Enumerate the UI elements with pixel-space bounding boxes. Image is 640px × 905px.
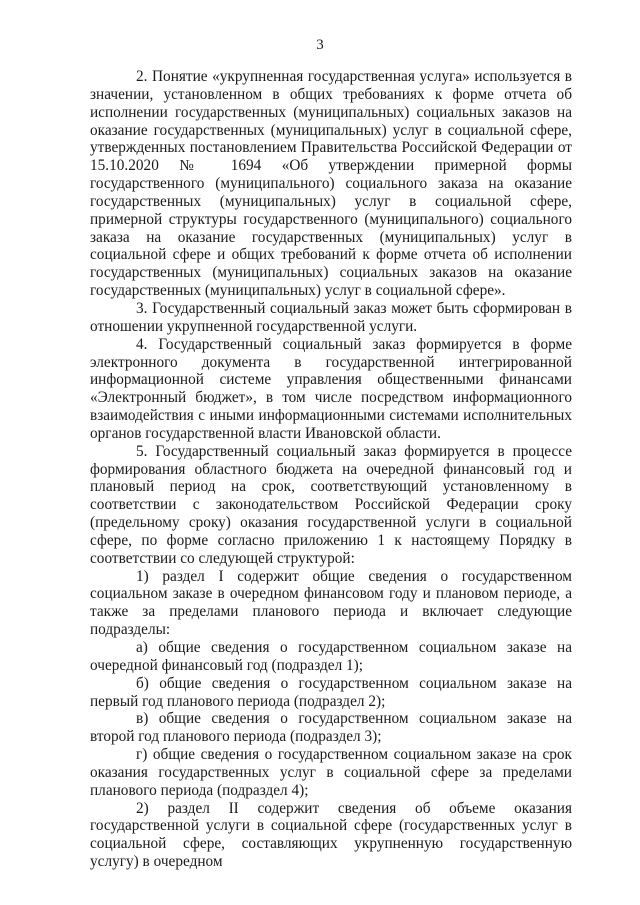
subitem-v: в) общие сведения о государственном социальном заказе на второй год планового периода (подраздел 3); [90,710,572,746]
item-2-section-ii: 2) раздел II содержит сведения об объеме оказания государственной услуги в социальной сфере (государственных услуг в социальной сфере, составляющих укрупненную государственную услугу) в очередном [90,799,572,871]
paragraph-5-formation: 5. Государственный социальный заказ формируется в процессе формирования областного бюджета на очередной финансовый год и плановый период на срок, соответствующий установленному в соответствии с законодательством Российской Федерации сроку (предельному сроку) оказания государственной услуги в социальной сфере, по форме согласно приложению 1 к настоящему Порядку в соответствии со следующей структурой: [90,442,572,567]
page-number: 3 [316,37,324,53]
paragraph-2-definition: 2. Понятие «укрупненная государственная услуга» используется в значении, установленном в общих требованиях к форме отчета об исполнении государственных (муниципальных) социальных заказов на оказание государственных (муниципальных) услуг в социальной сфере, утвержденных постановлением Правительства Российской Федерации от 15.10.2020 № 1694 «Об утверждении примерной формы государственного (муниципального) социального заказа на оказание государственных (муниципальных) услуг в социальной сфере, примерной структуры государственного (муниципального) социального заказа на оказание государственных (муниципальных) услуг в социальной сфере и общих требований к форме отчета об исполнении государственных (муниципальных) социальных заказов на оказание государственных (муниципальных) услуг в социальной сфере». [90,68,572,300]
subitem-b: б) общие сведения о государственном социальном заказе на первый год планового периода (подраздел 2); [90,674,572,710]
document-body [90,68,572,871]
subitem-g: г) общие сведения о государственном социальном заказе на срок оказания государственных услуг в социальной сфере за пределами планового периода (подраздел 4); [90,746,572,799]
item-1-section-i: 1) раздел I содержит общие сведения о государственном социальном заказе в очередном финансовом году и плановом периоде, а также за пределами планового периода и включает следующие подразделы: [90,567,572,639]
paragraph-4-electronic-form: 4. Государственный социальный заказ формируется в форме электронного документа в государственной интегрированной информационной системе управления общественными финансами «Электронный бюджет», в том числе посредством информационного взаимодействия с иными информационными системами исполнительных органов государственной власти Ивановской области. [90,335,572,442]
subitem-a: а) общие сведения о государственном социальном заказе на очередной финансовый год (подраздел 1); [90,639,572,674]
paragraph-3-enlarged-service: 3. Государственный социальный заказ может быть сформирован в отношении укрупненной государственной услуги. [90,299,572,335]
